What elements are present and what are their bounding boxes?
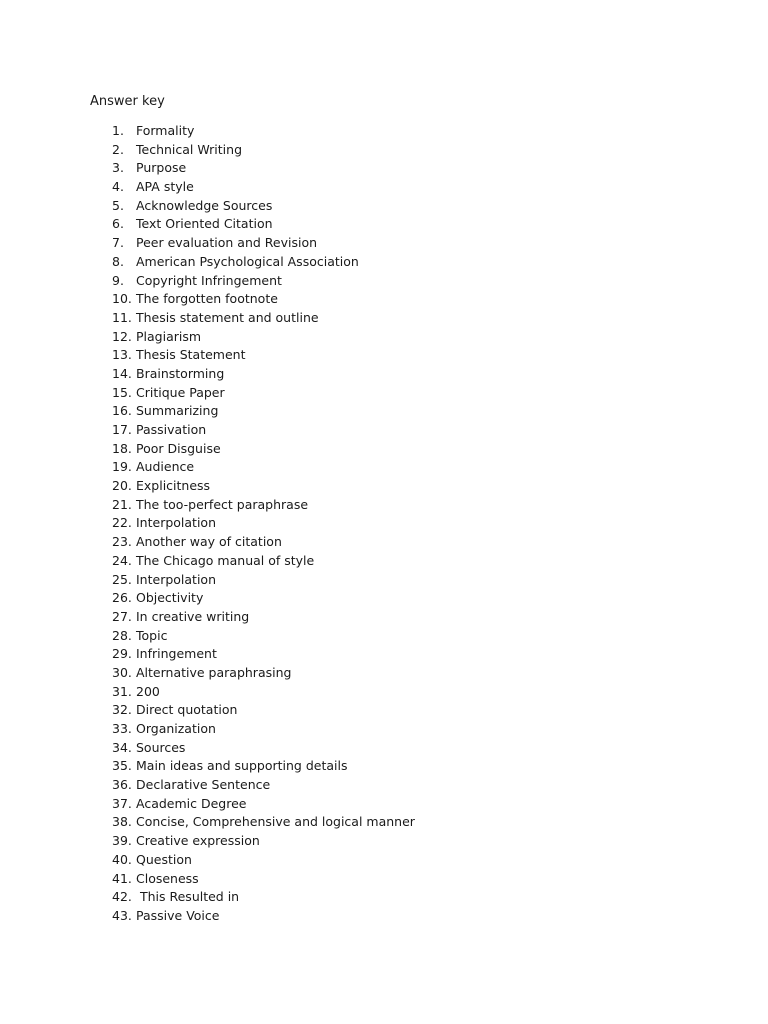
answer-text: Main ideas and supporting details — [136, 758, 348, 774]
answer-text: Creative expression — [136, 833, 260, 849]
answer-number: 22. — [112, 515, 132, 531]
answer-text: This Resulted in — [136, 889, 240, 905]
answer-number: 33. — [112, 721, 132, 736]
answer-text: 200 — [136, 683, 160, 699]
answer-number: 5. — [112, 197, 124, 213]
answer-text: Acknowledge Sources — [136, 197, 273, 213]
answer-number: 23. — [112, 534, 132, 550]
answer-text: Audience — [136, 459, 195, 475]
answer-number: 40. — [112, 851, 132, 867]
answer-text: Interpolation — [136, 571, 216, 587]
answer-text: Explicitness — [136, 478, 211, 494]
answer-number: 25. — [112, 571, 132, 587]
answer-text: Copyright Infringement — [136, 272, 282, 288]
answer-number: 41. — [112, 870, 132, 886]
answer-number: 32. — [112, 702, 132, 718]
answer-number: 14. — [112, 365, 132, 381]
answer-number: 34. — [112, 739, 132, 755]
answer-text: Declarative Sentence — [136, 777, 271, 793]
answer-text: Question — [136, 851, 192, 867]
answer-number: 31. — [112, 683, 132, 699]
answer-text: Alternative paraphrasing — [136, 664, 292, 680]
answer-number: 2. — [112, 141, 124, 157]
answer-number: 7. — [112, 235, 124, 251]
answer-number: 6. — [112, 216, 124, 232]
answer-text: Summarizing — [136, 403, 219, 419]
answer-text: Critique Paper — [136, 384, 225, 400]
answer-number: 3. — [112, 160, 124, 176]
answer-text: The too-perfect paraphrase — [136, 496, 309, 512]
answer-text: Objectivity — [136, 590, 204, 606]
answer-number: 38. — [112, 814, 132, 830]
answer-text: Interpolation — [136, 515, 216, 531]
answer-text: American Psychological Association — [136, 253, 359, 269]
answer-text: In creative writing — [136, 608, 250, 624]
answer-number: 43. — [112, 907, 132, 923]
answer-number: 1. — [112, 123, 124, 138]
answer-number: 39. — [112, 833, 132, 849]
answer-number: 15. — [112, 384, 132, 400]
answer-number: 13. — [112, 347, 132, 363]
answer-number: 35. — [112, 758, 132, 774]
answer-text: Peer evaluation and Revision — [136, 235, 318, 251]
answer-number: 42. — [112, 889, 132, 905]
answer-number: 8. — [112, 253, 124, 269]
answer-text: Plagiarism — [136, 328, 202, 344]
answer-text: Sources — [136, 739, 186, 755]
answer-text: Formality — [136, 123, 195, 138]
answer-number: 12. — [112, 328, 132, 344]
answer-text: Closeness — [136, 870, 199, 886]
answer-number: 4. — [112, 179, 124, 195]
answer-text: Passive Voice — [136, 907, 220, 923]
answer-number: 26. — [112, 590, 132, 606]
answer-text: APA style — [136, 179, 194, 195]
answer-number: 20. — [112, 478, 132, 494]
answer-text: Passivation — [136, 422, 207, 437]
answer-text: The Chicago manual of style — [136, 552, 315, 568]
answer-text: Thesis Statement — [136, 347, 246, 363]
answer-text: Text Oriented Citation — [136, 216, 273, 232]
answer-text: Topic — [136, 627, 168, 643]
answer-text: Academic Degree — [136, 795, 247, 811]
answer-number: 16. — [112, 403, 132, 419]
answer-number: 21. — [112, 496, 132, 512]
answer-number: 29. — [112, 646, 132, 662]
answer-text: Poor Disguise — [136, 440, 221, 456]
answer-number: 28. — [112, 627, 132, 643]
answer-text: Brainstorming — [136, 365, 225, 381]
answer-number: 17. — [112, 422, 132, 437]
answer-text: Another way of citation — [136, 534, 282, 550]
answer-number: 9. — [112, 272, 124, 288]
answer-text: Organization — [136, 721, 216, 736]
answer-number: 27. — [112, 608, 132, 624]
answer-number: 36. — [112, 777, 132, 793]
answer-text: Concise, Comprehensive and logical manner — [136, 814, 415, 830]
answer-number: 10. — [112, 291, 132, 307]
page-title: Answer key — [90, 94, 165, 109]
answer-text: Technical Writing — [136, 141, 243, 157]
answer-number: 30. — [112, 664, 132, 680]
answer-number: 18. — [112, 440, 132, 456]
answer-number: 11. — [112, 309, 132, 325]
answer-text: Infringement — [136, 646, 217, 662]
answer-text: Thesis statement and outline — [136, 309, 319, 325]
answer-text: Direct quotation — [136, 702, 238, 718]
answer-number: 19. — [112, 459, 132, 475]
answer-number: 24. — [112, 552, 132, 568]
answer-text: The forgotten footnote — [136, 291, 278, 307]
answer-number: 37. — [112, 795, 132, 811]
answer-text: Purpose — [136, 160, 187, 176]
